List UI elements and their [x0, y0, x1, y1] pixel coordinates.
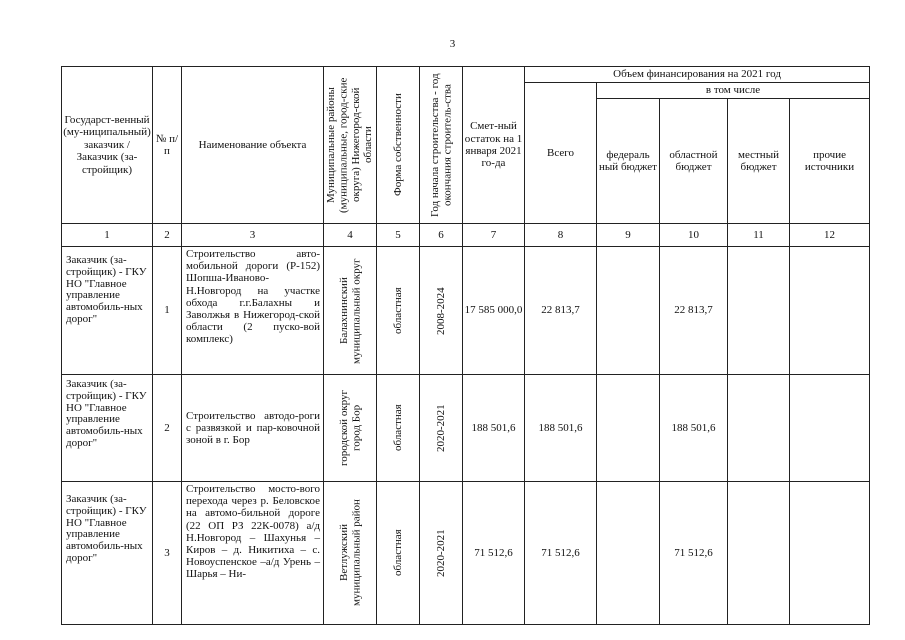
header-funding-volume: Объем финансирования на 2021 год [525, 67, 870, 83]
row-local [728, 375, 790, 482]
row-municipal: Балахнинский муниципальный округ [337, 257, 362, 364]
row-municipal: Ветлужский муниципальный район [337, 499, 362, 607]
column-number: 2 [153, 224, 182, 247]
row-other [790, 375, 870, 482]
header-total: Всего [525, 83, 597, 224]
header-customer: Государст-венный (му-ниципальный) заказчик / Заказчик (за-стройщик) [62, 67, 153, 224]
row-ownership-cell [377, 247, 420, 375]
row-other [790, 482, 870, 625]
row-years: 2020-2021 [434, 404, 447, 452]
table-row [62, 375, 870, 482]
row-regional: 22 813,7 [660, 247, 728, 375]
row-object: Строительство авто-мобильной дороги (Р-152) Шопша-Иваново-Н.Новгород на участке обхода г.г.Балахны и Заволжья в Нижегород-ской области (2 пуско-вой комплекс) [182, 247, 324, 375]
header-years: Год начала строительства - год окончания строитель-ства [428, 73, 453, 217]
column-number: 9 [597, 224, 660, 247]
row-ownership: областная [391, 529, 404, 577]
row-estimate: 17 585 000,0 [463, 247, 525, 375]
header-municipal: Муниципальные районы (муниципальные, город-ские округа) Нижегород-ской области [325, 77, 375, 213]
header-estimate: Смет-ный остаток на 1 января 2021 го-да [463, 67, 525, 224]
header-federal: федераль ный бюджет [597, 99, 660, 224]
row-municipal: городской округ город Бор [337, 389, 362, 467]
row-years-cell [420, 482, 463, 625]
row-customer: Заказчик (за-стройщик) - ГКУ НО "Главное управление автомобиль-ных дорог" [62, 482, 153, 625]
row-object: Строительство мосто-вого перехода через р. Беловское на автомо-бильной дороге (22 ОП РЗ 22К-0078) а/д Н.Новгород – Шахунья – Киров – д. Никитиха – с. Новоуспенское –а/д Урень – Шарья – Ни- [182, 482, 324, 625]
row-ownership: областная [391, 404, 404, 452]
row-years-cell [420, 247, 463, 375]
row-federal [597, 375, 660, 482]
column-number: 4 [324, 224, 377, 247]
column-number: 7 [463, 224, 525, 247]
column-number: 11 [728, 224, 790, 247]
row-municipal-cell [324, 375, 377, 482]
header-other: прочие источники [790, 99, 870, 224]
header-ownership-cell [377, 67, 420, 224]
row-federal [597, 247, 660, 375]
page-number: 3 [449, 38, 456, 50]
row-estimate: 188 501,6 [463, 375, 525, 482]
row-number: 2 [153, 375, 182, 482]
header-municipal-cell [324, 67, 377, 224]
row-local [728, 247, 790, 375]
row-ownership-cell [377, 375, 420, 482]
row-total: 188 501,6 [525, 375, 597, 482]
row-customer: Заказчик (за-стройщик) - ГКУ НО "Главное управление автомобиль-ных дорог" [62, 375, 153, 482]
row-total: 71 512,6 [525, 482, 597, 625]
row-federal [597, 482, 660, 625]
column-number: 6 [420, 224, 463, 247]
row-number: 3 [153, 482, 182, 625]
header-local: местный бюджет [728, 99, 790, 224]
header-object-name: Наименование объекта [182, 67, 324, 224]
column-number: 10 [660, 224, 728, 247]
column-number: 5 [377, 224, 420, 247]
column-number: 3 [182, 224, 324, 247]
header-including: в том числе [597, 83, 870, 99]
row-years: 2008-2024 [434, 286, 447, 335]
column-numbers-row [62, 224, 870, 247]
row-object: Строительство автодо-роги с развязкой и пар-ковочной зоной в г. Бор [182, 375, 324, 482]
row-ownership-cell [377, 482, 420, 625]
row-years: 2020-2021 [434, 529, 447, 577]
column-number: 12 [790, 224, 870, 247]
row-customer: Заказчик (за-стройщик) - ГКУ НО "Главное управление автомобиль-ных дорог" [62, 247, 153, 375]
row-other [790, 247, 870, 375]
header-ownership: Форма собственности [391, 93, 404, 197]
header-years-cell [420, 67, 463, 224]
row-ownership: областная [391, 287, 404, 334]
row-municipal-cell [324, 247, 377, 375]
row-number: 1 [153, 247, 182, 375]
row-estimate: 71 512,6 [463, 482, 525, 625]
funding-table [61, 66, 870, 625]
row-local [728, 482, 790, 625]
header-row-1 [62, 67, 870, 83]
row-regional: 188 501,6 [660, 375, 728, 482]
column-number: 1 [62, 224, 153, 247]
row-municipal-cell [324, 482, 377, 625]
row-total: 22 813,7 [525, 247, 597, 375]
header-number: № п/п [153, 67, 182, 224]
header-regional: областной бюджет [660, 99, 728, 224]
column-number: 8 [525, 224, 597, 247]
table-row [62, 247, 870, 375]
row-regional: 71 512,6 [660, 482, 728, 625]
table-row [62, 482, 870, 625]
row-years-cell [420, 375, 463, 482]
